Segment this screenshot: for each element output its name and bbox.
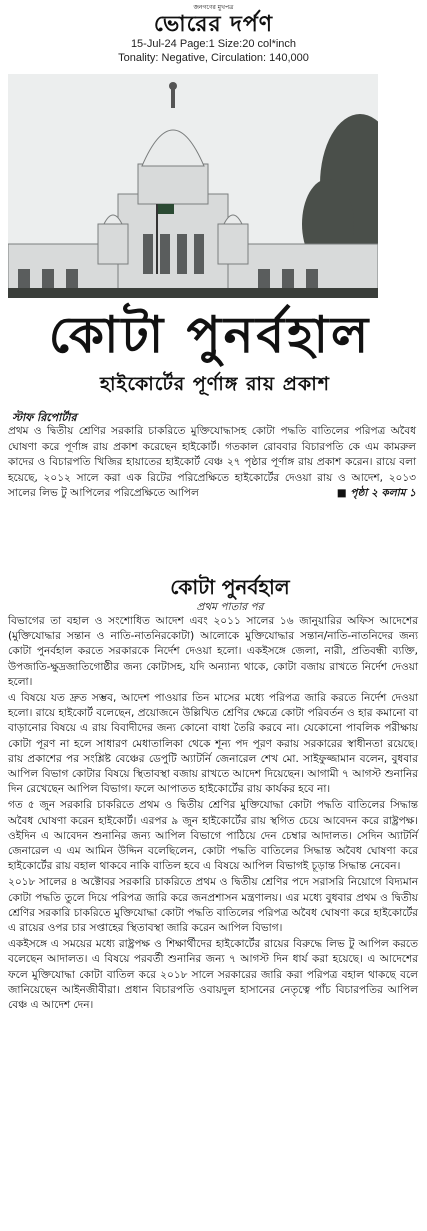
body-paragraph: এ বিষয়ে যত দ্রুত সম্ভব, আদেশ পাওয়ার তিন মাসের মধ্যে পরিপত্র জারি করতে নির্দেশ দেওয়া হলো। রায়ে হাইকোর্ট বলেছেন, প্রয়োজনে উল্লিখিত শ্রেণির ক্ষেত্রে কোটা পরিবর্তন ও হার কমানো বা বাড়ানোর বিষয়ে এ রায় বিবাদীদের জন্য কোনো বাধা তৈরি করবে না। যেকোনো পাবলিক পরীক্ষায় কোটা পূরণ না হলে সাধারণ মেধাতালিকা থেকে শূন্য পদ পূরণ করায় সরকারের স্বাধীনতা রয়েছে। রায় প্রকাশের পর সংশ্লিষ্ট বেঞ্চের ডেপুটি অ্যাটর্নি জেনারেল শেখ মো. সাইফুজ্জামান বলেন, বুধবার আপিল বিভাগ কোটার বিষয়ে স্থিতাবস্থা বজায় রাখতে আদেশ দিয়েছেন। আগামী ৭ আগস্ট শুনানির দিন রেখেছেন আপিল বিভাগ। ফলে আপাতত হাইকোর্টের রায় কার্যকর হবে না। (8, 692, 418, 796)
continuation-kicker: প্রথম পাতার পর (196, 601, 264, 613)
body-paragraph: গত ৫ জুন সরকারি চাকরিতে প্রথম ও দ্বিতীয় শ্রেণির মুক্তিযোদ্ধা কোটা পদ্ধতি বাতিলের সিদ্ধান্ত অবৈধ ঘোষণা করেন হাইকোর্ট। এরপর ৯ জুন হাইকোর্টের রায় স্থগিত চেয়ে আবেদন করে রাষ্ট্রপক্ষ। ওইদিন এ আবেদন শুনানির জন্য আপিল বিভাগে পাঠিয়ে দেন চেম্বার আদালত। সেদিন অ্যাটর্নি জেনারেল এ এম আমিন উদ্দিন বলেছিলেন, কোটা পদ্ধতি বাতিলের সিদ্ধান্ত অবৈধ ঘোষণা করে হাইকোর্টের রায় বহাল থাকবে নাকি বাতিল হবে এ বিষয়ে আপিল বিভাগই চূড়ান্ত সিদ্ধান্ত নেবেন। (8, 799, 418, 873)
body-paragraph: একইসঙ্গে এ সময়ের মধ্যে রাষ্ট্রপক্ষ ও শিক্ষার্থীদের হাইকোর্টের রায়ের বিরুদ্ধে লিভ টু আপিল করতে বলেছেন আদালত। এ বিষয়ে পরবর্তী শুনানির জন্য ৭ আগস্ট দিন ধার্য করা হয়েছে। এ আদেশের ফলে মুক্তিযোদ্ধা কোটা বাতিল করে ২০১৮ সালে সরকারের জারি করা পরিপত্র বহাল থাকছে বলে জানিয়েছেন আইনজীবীরা। প্রধান বিচারপতি ওবায়দুল হাসানের নেতৃত্বে পাঁচ বিচারপতির আপিল বেঞ্চ এ আদেশ দেন। (8, 938, 418, 1012)
continued-on-page-marker: ■ পৃষ্ঠা ২ কলাম ১ (336, 487, 416, 499)
newspaper-logo (0, 4, 427, 37)
subheadline: হাইকোর্টের পূর্ণাঙ্গ রায় প্রকাশ (100, 373, 330, 395)
headline: কোটা পুনর্বহাল (48, 306, 372, 364)
newspaper-tagline: জনগণের মুখপত্র (193, 4, 234, 11)
lead-text: প্রথম ও দ্বিতীয় শ্রেণির সরকারি চাকরিতে মুক্তিযোদ্ধাসহ কোটা পদ্ধতি বাতিলের পরিপত্র অবৈধ ঘোষণা করে পূর্ণাঙ্গ রায় প্রকাশ করেছেন হাইকোর্ট। গতকাল রোববার বিচারপতি কে এম কামরুল কাদের ও বিচারপতি খিজির হায়াতের হাইকোর্ট বেঞ্চ ২৭ পৃষ্ঠার পূর্ণাঙ্গ রায় প্রকাশ করেন। রায়ে বলা হয়েছে, ২০১২ সালে করা এক রিটের পরিপ্রেক্ষিতে হাইকোর্টের দেওয়া রায় ও আদেশ, ২০১৩ সালের লিভ টু আপিলের পরিপ্রেক্ষিতে আপিল (8, 425, 416, 499)
lead-paragraph (8, 424, 416, 502)
continuation-title: কোটা পুনর্বহাল (170, 575, 290, 599)
high-court-photo (8, 74, 378, 298)
continuation-body (8, 614, 418, 1014)
clipping-meta-date: 15-Jul-24 Page:1 Size:20 col*inch (130, 38, 297, 50)
body-paragraph: বিভাগের তা বহাল ও সংশোধিত আদেশ এবং ২০১১ সালের ১৬ জানুয়ারির অফিস আদেশের (মুক্তিযোদ্ধার সন্তান ও নাতি-নাতনিরকোটা) আলোকে মুক্তিযোদ্ধার সন্তান/নাতি-নাতনিদের জন্য কোটা পুনর্বহাল করতে সরকারকে নির্দেশ দেওয়া হলো। একইসঙ্গে জেলা, নারী, প্রতিবন্ধী ব্যক্তি, উপজাতি-ক্ষুদ্রজাতিগোষ্ঠীর জন্য কোটাসহ, যদি অন্যান্য থাকে, কোটা বজায় রাখতে নির্দেশ দেওয়া হলো। (8, 615, 418, 688)
clipping-meta-tonality: Tonality: Negative, Circulation: 140,000 (118, 52, 309, 64)
byline: স্টাফ রিপোর্টার (12, 411, 77, 424)
masthead (0, 4, 427, 65)
newspaper-name: ভোরের দর্পণ (153, 11, 274, 37)
body-paragraph: ২০১৮ সালের ৪ অক্টোবর সরকারি চাকরিতে প্রথম ও দ্বিতীয় শ্রেণির পদে সরাসরি নিয়োগে বিদ্যমান কোটা পদ্ধতি তুলে দিয়ে পরিপত্র জারি করে জনপ্রশাসন মন্ত্রণালয়। এর মধ্যে বুধবার প্রথম ও দ্বিতীয় শ্রেণির সরকারি চাকরিতে মুক্তিযোদ্ধা কোটা পদ্ধতি বাতিলের পরিপত্র অবৈধ ঘোষণা করে হাইকোর্টের এ রায়ের ওপর চার সপ্তাহের স্থিতাবস্থা জারি করেন আপিল বিভাগ। (8, 876, 418, 935)
